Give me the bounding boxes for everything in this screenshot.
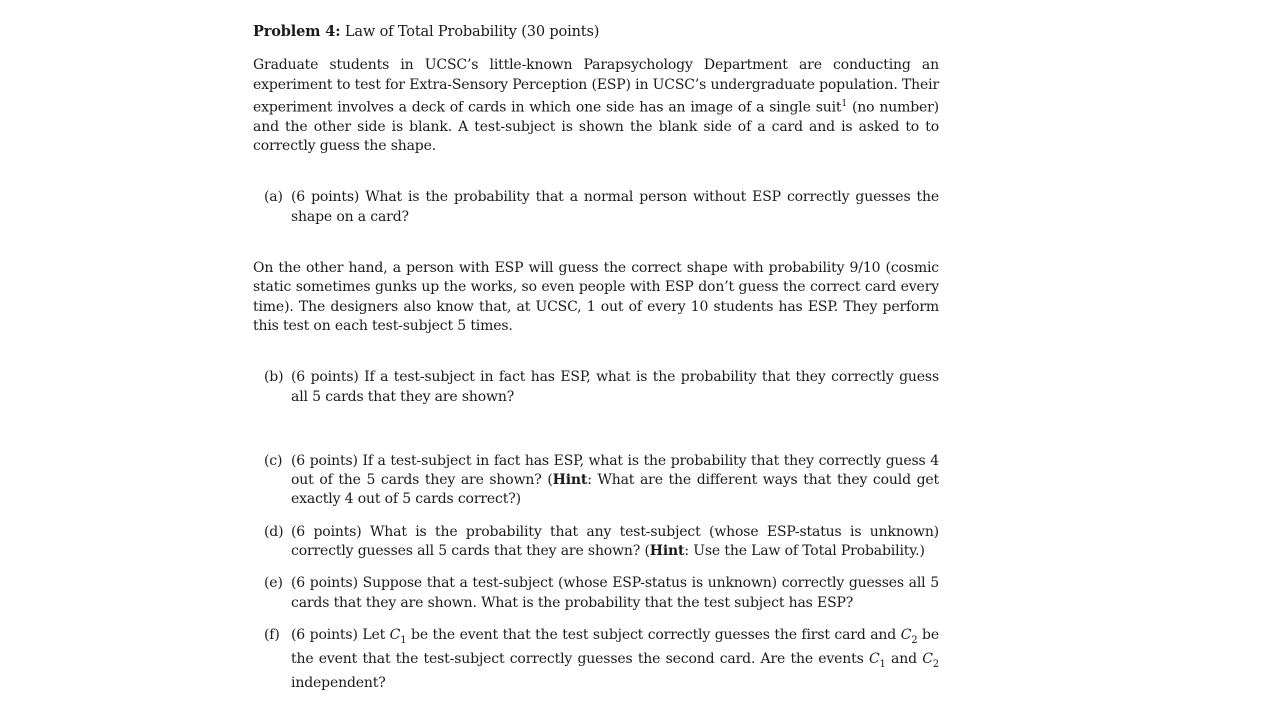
part-e-text: (6 points) Suppose that a test-subject (whose ESP-status is unknown) correctly guesses all 5 cards that they are shown. What is the probability that the test subject has ESP? bbox=[291, 575, 939, 611]
part-f-t1: (6 points) Let bbox=[291, 626, 390, 643]
intro-text: Graduate students in UCSC’s little-known Parapsychology Department are conducting an experiment to test for Extra-Sensory Perception (ESP) in UCSC’s undergraduate population. Their experiment involves a deck of cards in which one side has an image of a single suit bbox=[253, 57, 939, 116]
problem-title-text: Law of Total Probability (30 points) bbox=[344, 24, 600, 40]
problem-document bbox=[253, 22, 939, 693]
part-d-text-a: (6 points) What is the probability that any test-subject (whose ESP-status is unknown) correctly guesses all 5 cards that they are shown? ( bbox=[291, 523, 939, 559]
part-f-t2: be the event that the test subject correctly guesses the first card and bbox=[406, 626, 901, 643]
part-f-t3: be the event that the test-subject correctly guesses the second card. Are the events bbox=[291, 626, 939, 667]
part-f bbox=[264, 626, 939, 693]
event-c2 bbox=[900, 626, 918, 646]
event-c1-ref-sub: 1 bbox=[879, 658, 886, 670]
event-c1-ref-letter: C bbox=[868, 650, 880, 667]
event-c1-letter: C bbox=[389, 626, 401, 643]
part-c-text bbox=[291, 452, 939, 510]
part-c-text-a: (6 points) If a test-subject in fact has ESP, what is the probability that they correctly guess 4 out of the 5 cards they are shown? ( bbox=[291, 452, 939, 489]
event-c1 bbox=[389, 626, 407, 646]
middle-paragraph: On the other hand, a person with ESP will guess the correct shape with probability 9/10 (cosmic static sometimes gunks up the works, so even people with ESP don’t guess the correct card every time). The designers also know that, at UCSC, 1 out of every 10 students has ESP. They perform this test on each test-subject 5 times. bbox=[253, 260, 939, 334]
part-f-label: (f) bbox=[264, 626, 280, 643]
part-f-text bbox=[291, 626, 939, 693]
problem-label: Problem 4: bbox=[253, 23, 341, 40]
event-c1-sub: 1 bbox=[400, 634, 407, 646]
event-c1-ref bbox=[868, 650, 886, 670]
part-f-t5: independent? bbox=[291, 675, 386, 692]
part-b-label: (b) bbox=[264, 369, 284, 386]
part-c-text-b: : What are the different ways that they could get exactly 4 out of 5 cards correct?) bbox=[291, 472, 939, 508]
part-d bbox=[264, 523, 939, 562]
part-a bbox=[264, 188, 939, 227]
event-c2-ref-sub: 2 bbox=[932, 658, 939, 670]
part-d-text bbox=[291, 523, 939, 562]
part-d-label: (d) bbox=[264, 523, 284, 540]
footnote-mark: 1 bbox=[841, 98, 847, 109]
event-c2-sub: 2 bbox=[911, 634, 918, 646]
intro-text-cont: (no number) and the other side is blank. A test-subject is shown the blank side of a card and is asked to to correctly guess the shape. bbox=[253, 99, 939, 155]
part-e bbox=[264, 574, 939, 613]
event-c2-ref bbox=[922, 650, 939, 670]
part-c-label: (c) bbox=[264, 452, 283, 469]
event-c2-letter: C bbox=[900, 626, 912, 643]
part-a-text: (6 points) What is the probability that a normal person without ESP correctly guesses the shape on a card? bbox=[291, 189, 939, 225]
part-c-hint: Hint bbox=[552, 472, 588, 489]
part-e-label: (e) bbox=[264, 575, 283, 592]
intro-paragraph bbox=[253, 56, 939, 156]
part-f-t4: and bbox=[885, 650, 923, 667]
part-b bbox=[264, 368, 939, 407]
part-d-text-b: : Use the Law of Total Probability.) bbox=[684, 543, 925, 559]
part-c bbox=[264, 452, 939, 510]
part-b-text: (6 points) If a test-subject in fact has ESP, what is the probability that they correctly guess all 5 cards that they are shown? bbox=[291, 369, 939, 405]
event-c2-ref-letter: C bbox=[922, 650, 933, 667]
problem-title bbox=[253, 22, 939, 42]
part-a-label: (a) bbox=[264, 189, 283, 206]
part-d-hint: Hint bbox=[649, 543, 685, 559]
